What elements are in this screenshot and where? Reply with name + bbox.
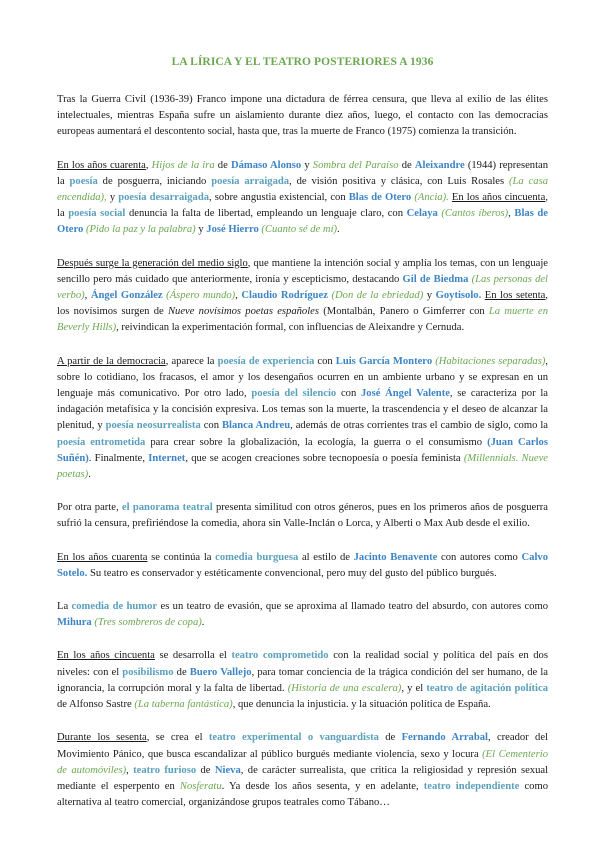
text-segment: con la realidad social y política del país en dos niveles: con el — [57, 650, 548, 678]
text-segment: . Finalmente, — [88, 452, 149, 464]
text-segment: , sobre angustia existencial, con — [209, 192, 349, 204]
paragraph-medio-siglo — [57, 256, 548, 337]
text-segment: Dámaso Alonso — [230, 159, 302, 171]
text-segment: (El Cementerio de automóviles) — [57, 748, 548, 776]
text-segment: , que se acogen creaciones sobre tecnopoesía o poesía feminista — [185, 452, 464, 464]
text-segment: Blanca Andreu — [221, 420, 291, 432]
paragraph-teatro-cincuenta — [57, 648, 548, 713]
text-segment: con — [336, 388, 361, 400]
text-segment: Luis García Montero — [335, 355, 433, 367]
text-segment: es un teatro de evasión, que se aproxima al llamado teatro del absurdo, con autores como — [157, 601, 549, 613]
text-segment: al estilo de — [298, 551, 354, 563]
paragraph-lirica-cuarenta — [57, 158, 548, 239]
page-title: LA LÍRICA Y EL TEATRO POSTERIORES A 1936 — [171, 56, 434, 68]
text-segment: (La taberna fantástica) — [134, 699, 233, 711]
text-segment: Nueve novísimos poetas españoles — [167, 306, 319, 318]
paragraph-teatro-intro — [57, 500, 548, 532]
text-segment: se continúa la — [147, 551, 216, 563]
text-segment: , que denuncia la injusticia. y la situación política de España. — [232, 699, 491, 711]
paragraph-intro — [57, 92, 548, 141]
text-segment: Claudio Rodríguez — [241, 290, 328, 302]
text-segment: Su teatro es conservador y estéticamente convencional, pero muy del gusto del público burgués. — [87, 567, 497, 579]
text-segment: posibilismo — [122, 666, 174, 678]
text-segment: (Juan Carlos Suñén) — [57, 436, 548, 464]
text-segment: . Ya desde los años sesenta, y en adelante, — [221, 780, 424, 792]
text-segment: poesía neosurrealista — [105, 420, 201, 432]
text-segment: Hijos de la ira — [151, 159, 215, 171]
text-segment: Blas de Otero — [57, 208, 548, 236]
text-segment: se desarrolla el — [154, 650, 232, 662]
text-segment: el panorama teatral — [121, 502, 213, 514]
text-segment: Fernando Arrabal — [401, 732, 488, 744]
text-segment: Después surge la generación del medio siglo — [57, 257, 248, 269]
text-segment: de Alfonso Sastre — [57, 699, 135, 711]
text-segment: teatro comprometido — [231, 650, 329, 662]
text-segment: Jacinto Benavente — [353, 551, 438, 563]
text-segment: , de carácter surrealista, que critica la religiosidad y represión sexual mediante el esperpento en — [57, 764, 549, 792]
text-segment: , — [145, 159, 152, 171]
text-segment: Durante los sesenta — [57, 732, 147, 744]
text-segment: Sombra del Paraíso — [312, 159, 399, 171]
text-segment: , sobre lo cotidiano, los fracasos, el amor y los desengaños ocurren en un ambiente urbano y se expresan en un lenguaje más comunicativo. Por otro lado, — [57, 355, 549, 400]
text-segment: con autores como — [437, 551, 522, 563]
text-segment: comedia de humor — [71, 601, 158, 613]
text-segment: comedia burguesa — [215, 551, 299, 563]
text-segment: teatro independiente — [423, 780, 520, 792]
text-segment: de — [173, 666, 190, 678]
text-segment: La — [57, 601, 72, 613]
text-segment: Tras la Guerra Civil (1936-39) Franco impone una dictadura de férrea censura, que lleva al exilio de las élites intelectuales, mientras España sufre un aislamiento durante diez años, luego, el contacto con las democracias europeas aumentará el descontento social, hasta que, tras la muerte de Franco (1975) comienza la transición. — [57, 94, 548, 138]
text-segment: (La casa encendida), — [57, 175, 548, 204]
text-segment: presenta similitud con otros géneros, pues en los primeros años de posguerra sufrió la censura, prefiriéndose la comedia, ahora sin Valle-Inclán o Lorca, y Alberti o Max Aub desde el exilio. — [57, 502, 548, 530]
text-segment: poesía del silencio — [251, 388, 337, 400]
text-segment: (Las personas del verbo) — [57, 273, 549, 302]
text-segment: Aleixandre — [414, 159, 465, 171]
text-segment: Nieva — [214, 764, 241, 776]
text-segment: (Áspero mundo) — [166, 290, 236, 302]
paragraph-comedia-humor — [57, 599, 548, 631]
text-segment: poesía — [69, 175, 98, 187]
text-segment: (Habitaciones separadas) — [435, 355, 546, 367]
text-segment: (Tres sombreros de copa) — [94, 617, 202, 629]
text-segment: con — [314, 355, 336, 367]
text-segment: Internet — [148, 452, 186, 464]
text-segment: José Ángel Valente — [360, 388, 450, 400]
text-segment: (1944) representan la — [57, 159, 549, 187]
text-segment: de posguerra, iniciando — [97, 175, 212, 187]
text-segment: , además de otras corrientes tras el cambio de siglo, como la — [290, 420, 548, 432]
text-segment: . — [337, 224, 340, 236]
text-segment: . — [88, 469, 91, 481]
text-segment: , — [508, 208, 515, 220]
text-segment: En los setenta — [484, 290, 546, 302]
text-segment: Celaya — [406, 208, 438, 220]
text-segment: , la — [57, 192, 548, 220]
text-segment: (Cuanto sé de mí) — [261, 224, 338, 236]
text-segment: poesía de experiencia — [217, 355, 315, 367]
text-segment: poesía entrometida — [57, 436, 146, 448]
text-segment: . — [201, 617, 205, 629]
paragraph-democracia — [57, 354, 548, 484]
text-segment: Mihura — [57, 617, 92, 629]
text-segment: (Historia de una escalera) — [287, 682, 402, 694]
text-segment: y — [195, 224, 207, 236]
text-segment: como alternativa al teatro comercial, organizándose grupos teatrales como Tábano… — [57, 780, 549, 809]
paragraph-teatro-cuarenta — [57, 550, 548, 582]
text-segment: poesía desarraigada — [118, 192, 210, 204]
text-segment: (Pido la paz y la palabra) — [85, 224, 196, 236]
text-segment: teatro furioso — [133, 764, 197, 776]
text-segment: y — [106, 192, 119, 204]
text-segment: La muerte en Beverly Hills) — [57, 306, 549, 334]
text-segment: denuncia la falta de libertad, empleando un lenguaje claro, con — [125, 208, 407, 220]
text-segment: En los años cuarenta — [57, 159, 146, 171]
text-segment: de — [398, 159, 415, 171]
text-segment: , creador del Movimiento Pánico, que busca escandalizar al público burgués mediante violencia, sexo y locura — [57, 732, 548, 760]
text-segment: , — [84, 290, 91, 302]
text-segment: de — [196, 764, 215, 776]
text-segment: y — [423, 290, 436, 302]
text-segment: , que mantiene la intención social y amplía los temas, con un lenguaje sencillo pero más cuidado que anteriormente, ironía y escepticismo, destacando — [57, 257, 548, 285]
text-segment: Nosferatu — [179, 780, 222, 792]
text-segment: poesía arraigada — [211, 175, 290, 187]
text-segment: Gil de Biedma — [402, 273, 469, 285]
text-segment: Buero Vallejo — [189, 666, 252, 678]
text-segment: , se crea el — [146, 732, 209, 744]
text-segment: Blas de Otero — [348, 192, 412, 204]
text-segment: , — [235, 290, 242, 302]
text-segment: , aparece la — [165, 355, 218, 367]
text-segment: , de visión positiva y clásica, con Luis Rosales — [289, 175, 509, 187]
text-segment: (Cantos íberos) — [441, 208, 509, 220]
text-segment: Goytisolo. — [435, 290, 482, 302]
text-segment: (Ancia). — [414, 192, 449, 204]
text-segment: de — [378, 732, 402, 744]
text-segment: , reivindican la experimentación formal, con influencias de Aleixandre y Cernuda. — [116, 322, 465, 334]
paragraph-teatro-sesenta — [57, 730, 548, 811]
text-segment: (Montalbán, Panero o Gimferrer con — [319, 306, 489, 318]
text-segment: En los años cincuenta — [451, 192, 546, 204]
text-segment: , para tomar conciencia de la trágica condición del ser humano, de la ignorancia, la corrupción moral y la falta de libertad. — [57, 666, 549, 694]
text-segment: , los novísimos surgen de — [57, 290, 549, 318]
text-segment: A partir de la democracia — [57, 355, 166, 367]
text-segment: teatro de agitación política — [426, 682, 548, 694]
text-segment: Por otra parte, — [57, 502, 122, 514]
text-segment: teatro experimental o vanguardista — [208, 732, 379, 744]
text-segment: (Millennials. Nueve poetas) — [57, 452, 548, 481]
text-segment: Calvo Sotelo. — [57, 551, 548, 579]
text-segment: para crear sobre la globalización, la ecología, la guerra o el consumismo — [145, 436, 488, 448]
text-segment: de — [214, 159, 231, 171]
text-segment: En los años cincuenta — [57, 650, 155, 662]
text-segment: José Hierro — [206, 224, 259, 236]
text-segment: Ángel González — [90, 290, 163, 302]
text-segment: , y el — [401, 682, 427, 694]
text-segment: (Don de la ebriedad) — [331, 290, 424, 302]
text-segment: con — [200, 420, 222, 432]
text-segment: poesía social — [68, 208, 126, 220]
text-segment: , se caracteriza por la indagación metafísica y la concisión expresiva. Los temas son la muerte, la trascendencia y el deseo de alcanzar la plenitud, y — [57, 388, 548, 432]
text-segment: , — [126, 764, 134, 776]
text-segment: En los años cuarenta — [57, 551, 148, 563]
text-segment: y — [301, 159, 313, 171]
